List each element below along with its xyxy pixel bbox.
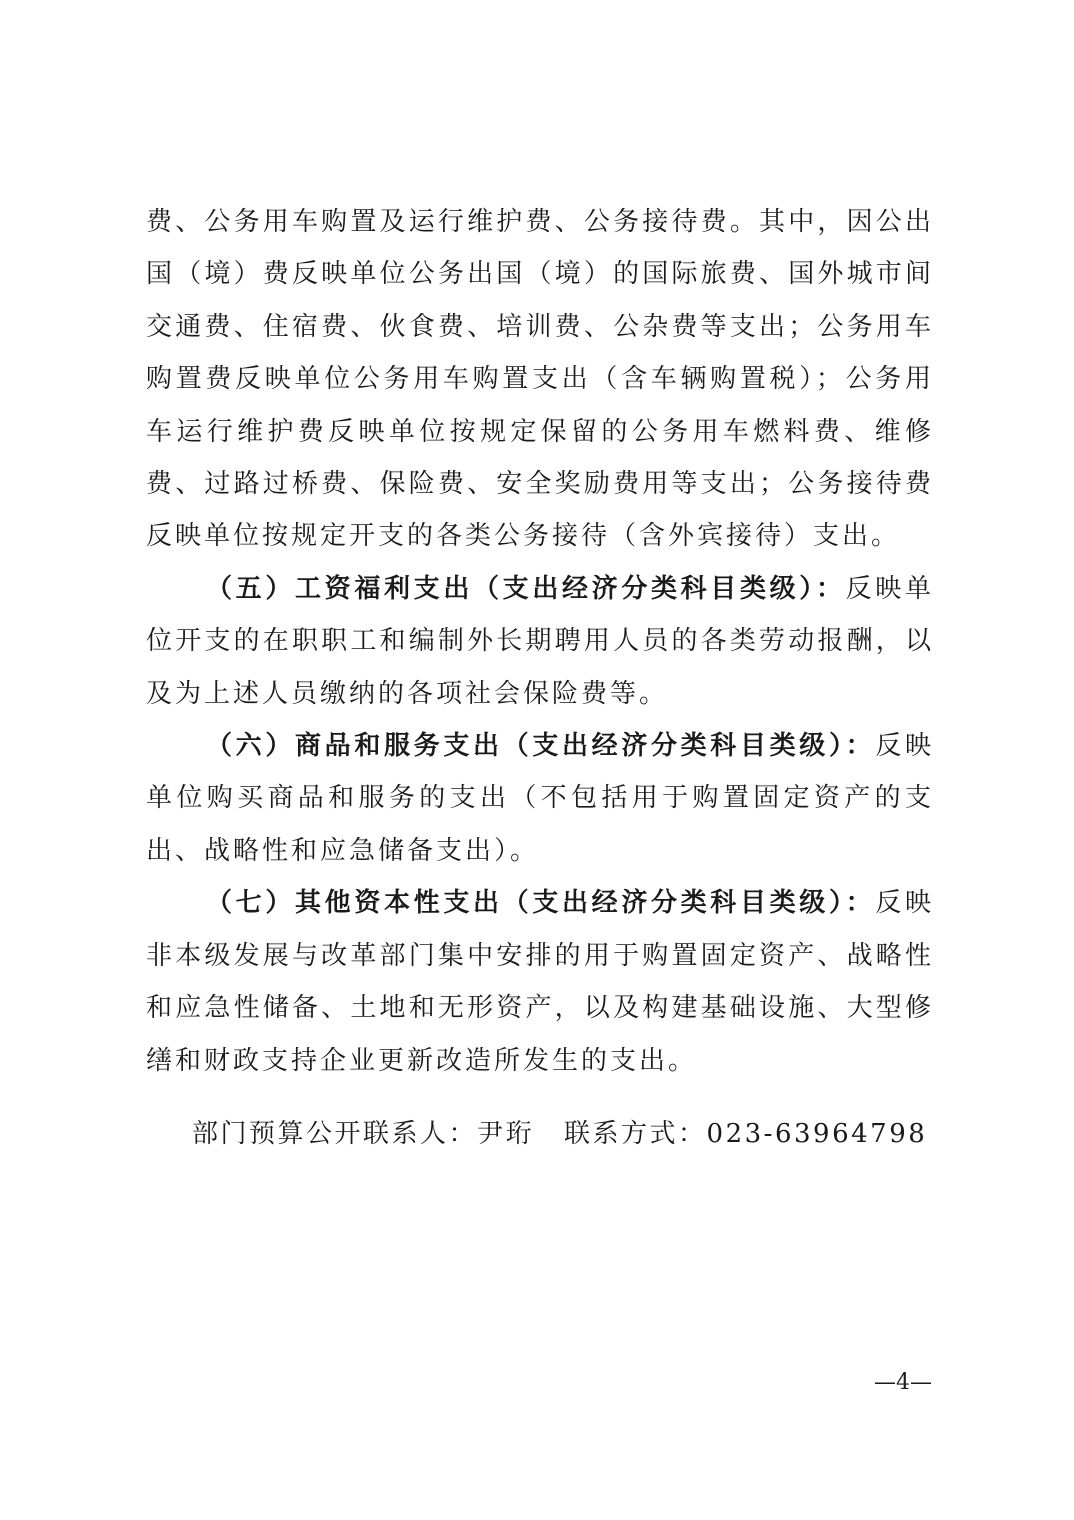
page-number: —4— [874, 1370, 932, 1395]
paragraph-heading: （六）商品和服务支出（支出经济分类科目类级）： [206, 731, 876, 762]
contact-phone: 023-63964798 [706, 1119, 928, 1149]
paragraph-heading: （五）工资福利支出（支出经济分类科目类级）： [206, 573, 846, 604]
paragraph-salary-welfare [146, 563, 934, 720]
contact-method-label: 联系方式： [564, 1119, 707, 1149]
paragraph-public-expenses-continued [146, 196, 934, 563]
contact-line [192, 1108, 952, 1160]
paragraph-text: 反映非本级发展与改革部门集中安排的用于购置固定资产、战略性和应急性储备、土地和无形资产，以及构建基础设施、大型修缮和财政支持企业更新改造所发生的支出。 [146, 888, 934, 1076]
contact-person-label: 部门预算公开联系人： [192, 1119, 478, 1149]
paragraph-other-capital [146, 877, 934, 1087]
contact-person-name: 尹珩 [477, 1119, 535, 1149]
paragraph-heading: （七）其他资本性支出（支出经济分类科目类级）： [206, 888, 876, 919]
paragraph-text: 费、公务用车购置及运行维护费、公务接待费。其中，因公出国（境）费反映单位公务出国（境）的国际旅费、国外城市间交通费、住宿费、伙食费、培训费、公杂费等支出；公务用车购置费反映单位公务用车购置支出（含车辆购置税）；公务用车运行维护费反映单位按规定保留的公务用车燃料费、维修费、过路过桥费、保险费、安全奖励费用等支出；公务接待费反映单位按规定开支的各类公务接待（含外宾接待）支出。 [146, 207, 934, 552]
paragraph-text: 反映单位购买商品和服务的支出（不包括用于购置固定资产的支出、战略性和应急储备支出）。 [146, 731, 934, 866]
document-body [146, 196, 934, 1087]
paragraph-text: 反映单位开支的在职职工和编制外长期聘用人员的各类劳动报酬，以及为上述人员缴纳的各项社会保险费等。 [146, 573, 934, 709]
paragraph-goods-services [146, 720, 934, 877]
